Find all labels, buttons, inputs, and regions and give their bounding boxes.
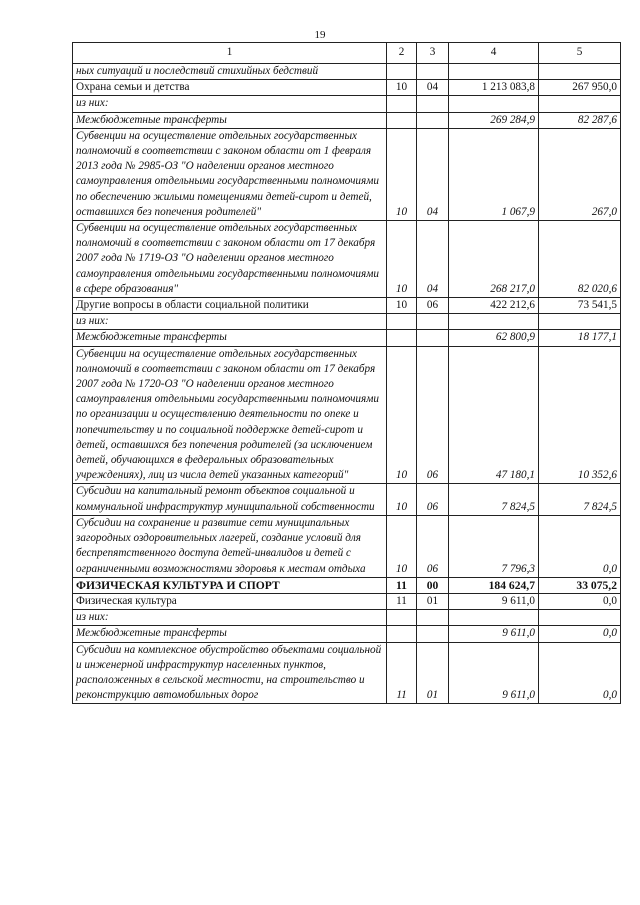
row-subsection-code: 06 bbox=[417, 346, 449, 484]
row-amount-col5 bbox=[539, 610, 621, 626]
row-name-cell: ных ситуаций и последствий стихийных бедствий bbox=[73, 64, 387, 80]
row-name-cell: из них: bbox=[73, 96, 387, 112]
table-row bbox=[73, 64, 621, 80]
row-subsection-code: 01 bbox=[417, 642, 449, 704]
page-number: 19 bbox=[314, 29, 326, 41]
row-section-code bbox=[387, 314, 417, 330]
row-name-cell: Субсидии на комплексное обустройство объектами социальной и инженерной инфраструктур населенных пунктов, расположенных в сельской местности, на строительство и реконструкцию автомобильных дорог bbox=[73, 642, 387, 704]
row-subsection-code bbox=[417, 626, 449, 642]
table-header-row bbox=[73, 43, 621, 64]
table-body bbox=[73, 64, 621, 704]
table-row bbox=[73, 577, 621, 593]
row-section-code bbox=[387, 626, 417, 642]
row-amount-col4: 422 212,6 bbox=[449, 298, 539, 314]
row-amount-col4: 9 611,0 bbox=[449, 593, 539, 609]
table-row bbox=[73, 330, 621, 346]
row-section-code: 11 bbox=[387, 577, 417, 593]
row-name-cell: Субвенции на осуществление отдельных государственных полномочий в соответствии с законом области от 17 декабря 2007 года № 1719-ОЗ "О наделении органов местного самоуправления отдельными государственными полномочиями в сфере образования" bbox=[73, 221, 387, 298]
row-section-code: 10 bbox=[387, 128, 417, 220]
header-col-2: 2 bbox=[387, 43, 417, 64]
row-name-cell: Субсидии на сохранение и развитие сети муниципальных загородных оздоровительных лагерей, создание условий для беспрепятственного доступа детей-инвалидов и детей с ограниченными возможностями здоровья к местам отдыха bbox=[73, 515, 387, 577]
row-amount-col4: 7 796,3 bbox=[449, 515, 539, 577]
row-name-cell: Межбюджетные трансферты bbox=[73, 626, 387, 642]
row-section-code: 10 bbox=[387, 515, 417, 577]
row-name-cell: Другие вопросы в области социальной политики bbox=[73, 298, 387, 314]
row-subsection-code bbox=[417, 330, 449, 346]
row-amount-col4: 62 800,9 bbox=[449, 330, 539, 346]
row-amount-col5 bbox=[539, 64, 621, 80]
row-name-cell: Межбюджетные трансферты bbox=[73, 330, 387, 346]
table-row bbox=[73, 80, 621, 96]
row-name-cell: Субвенции на осуществление отдельных государственных полномочий в соответствии с законом области от 1 февраля 2013 года № 2985-ОЗ "О наделении органов местного самоуправления отдельными государственными полномочиями по обеспечению жилыми помещениями детей-сирот и детей, оставшихся без попечения родителей" bbox=[73, 128, 387, 220]
row-subsection-code: 06 bbox=[417, 484, 449, 515]
row-name-cell: ФИЗИЧЕСКАЯ КУЛЬТУРА И СПОРТ bbox=[73, 577, 387, 593]
row-amount-col4: 47 180,1 bbox=[449, 346, 539, 484]
row-amount-col4: 1 213 083,8 bbox=[449, 80, 539, 96]
row-section-code bbox=[387, 610, 417, 626]
row-section-code: 10 bbox=[387, 298, 417, 314]
row-amount-col5: 18 177,1 bbox=[539, 330, 621, 346]
row-amount-col5: 73 541,5 bbox=[539, 298, 621, 314]
table-row bbox=[73, 515, 621, 577]
row-subsection-code bbox=[417, 610, 449, 626]
table-row bbox=[73, 112, 621, 128]
row-section-code bbox=[387, 96, 417, 112]
row-amount-col4: 268 217,0 bbox=[449, 221, 539, 298]
header-col-1: 1 bbox=[73, 43, 387, 64]
row-section-code bbox=[387, 64, 417, 80]
row-amount-col4: 7 824,5 bbox=[449, 484, 539, 515]
row-amount-col4 bbox=[449, 96, 539, 112]
row-subsection-code: 04 bbox=[417, 80, 449, 96]
row-amount-col4: 9 611,0 bbox=[449, 626, 539, 642]
table-row bbox=[73, 96, 621, 112]
row-subsection-code bbox=[417, 96, 449, 112]
table-row bbox=[73, 221, 621, 298]
row-amount-col5 bbox=[539, 96, 621, 112]
row-subsection-code bbox=[417, 112, 449, 128]
table-row bbox=[73, 484, 621, 515]
table-row bbox=[73, 610, 621, 626]
row-section-code: 10 bbox=[387, 484, 417, 515]
row-name-cell: Субсидии на капитальный ремонт объектов социальной и коммунальной инфраструктур муниципальной собственности bbox=[73, 484, 387, 515]
row-amount-col5: 267,0 bbox=[539, 128, 621, 220]
row-amount-col5: 33 075,2 bbox=[539, 577, 621, 593]
row-section-code: 11 bbox=[387, 593, 417, 609]
row-subsection-code: 01 bbox=[417, 593, 449, 609]
row-amount-col5: 82 020,6 bbox=[539, 221, 621, 298]
row-amount-col4: 269 284,9 bbox=[449, 112, 539, 128]
row-amount-col5: 7 824,5 bbox=[539, 484, 621, 515]
row-amount-col5: 0,0 bbox=[539, 593, 621, 609]
table-row bbox=[73, 626, 621, 642]
row-section-code: 11 bbox=[387, 642, 417, 704]
table-row bbox=[73, 593, 621, 609]
row-subsection-code: 06 bbox=[417, 298, 449, 314]
row-subsection-code bbox=[417, 64, 449, 80]
table-row bbox=[73, 298, 621, 314]
row-name-cell: из них: bbox=[73, 610, 387, 626]
row-section-code: 10 bbox=[387, 80, 417, 96]
row-name-cell: из них: bbox=[73, 314, 387, 330]
table-row bbox=[73, 642, 621, 704]
row-name-cell: Охрана семьи и детства bbox=[73, 80, 387, 96]
row-amount-col4 bbox=[449, 314, 539, 330]
row-section-code bbox=[387, 330, 417, 346]
row-amount-col4: 1 067,9 bbox=[449, 128, 539, 220]
row-subsection-code bbox=[417, 314, 449, 330]
row-section-code: 10 bbox=[387, 221, 417, 298]
row-name-cell: Субвенции на осуществление отдельных государственных полномочий в соответствии с законом области от 17 декабря 2007 года № 1720-ОЗ "О наделении органов местного самоуправления отдельными государственными полномочиями по организации и осуществлению деятельности по опеке и попечительству и по социальной поддержке детей-сирот и детей, оставшихся без попечения родителей (за исключением детей, обучающихся в федеральных образовательных учреждениях), лиц из числа детей указанных категорий" bbox=[73, 346, 387, 484]
row-section-code: 10 bbox=[387, 346, 417, 484]
row-subsection-code: 00 bbox=[417, 577, 449, 593]
row-section-code bbox=[387, 112, 417, 128]
table-row bbox=[73, 346, 621, 484]
row-amount-col5: 0,0 bbox=[539, 642, 621, 704]
budget-table bbox=[72, 42, 621, 704]
row-amount-col4 bbox=[449, 610, 539, 626]
row-subsection-code: 06 bbox=[417, 515, 449, 577]
row-amount-col4: 184 624,7 bbox=[449, 577, 539, 593]
header-col-4: 4 bbox=[449, 43, 539, 64]
row-subsection-code: 04 bbox=[417, 128, 449, 220]
row-name-cell: Межбюджетные трансферты bbox=[73, 112, 387, 128]
header-col-5: 5 bbox=[539, 43, 621, 64]
row-amount-col5: 0,0 bbox=[539, 626, 621, 642]
row-amount-col5: 82 287,6 bbox=[539, 112, 621, 128]
row-amount-col5: 267 950,0 bbox=[539, 80, 621, 96]
row-amount-col4 bbox=[449, 64, 539, 80]
table-row bbox=[73, 314, 621, 330]
row-name-cell: Физическая культура bbox=[73, 593, 387, 609]
header-col-3: 3 bbox=[417, 43, 449, 64]
row-amount-col4: 9 611,0 bbox=[449, 642, 539, 704]
table-row bbox=[73, 128, 621, 220]
row-amount-col5: 10 352,6 bbox=[539, 346, 621, 484]
row-amount-col5 bbox=[539, 314, 621, 330]
row-subsection-code: 04 bbox=[417, 221, 449, 298]
row-amount-col5: 0,0 bbox=[539, 515, 621, 577]
